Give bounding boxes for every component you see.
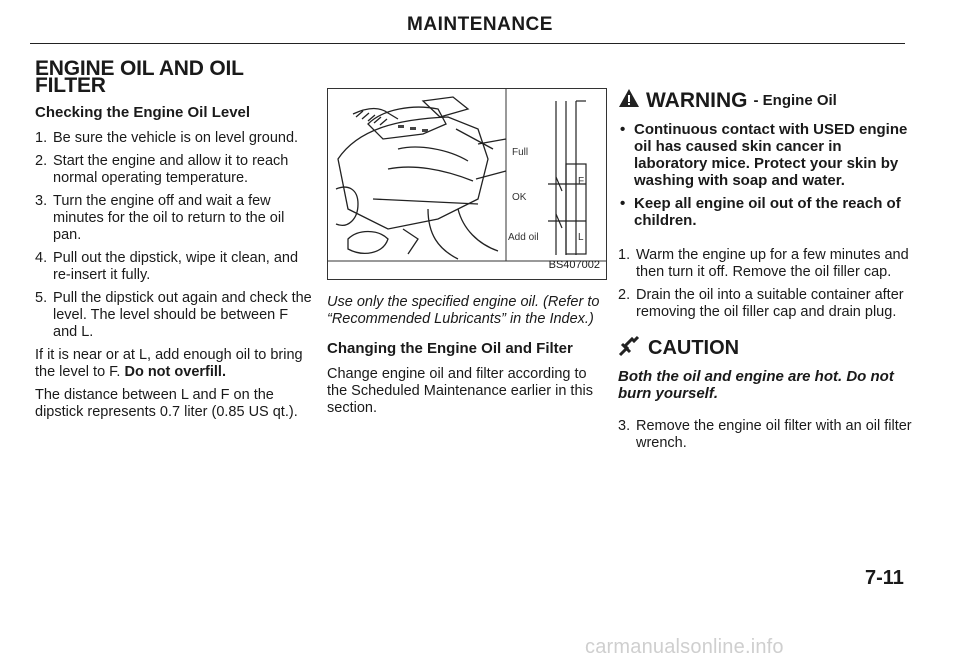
- label-ok: OK: [512, 192, 527, 203]
- warning-suffix: - Engine Oil: [753, 92, 837, 109]
- list-item: 1. Warm the engine up for a few minutes and then turn it off. Remove the oil filler cap.: [618, 247, 909, 280]
- list-item: 4. Pull out the dipstick, wipe it clean, and re-insert it fully.: [35, 250, 299, 283]
- warning-word: WARNING: [646, 89, 748, 112]
- engine-illustration: [328, 89, 606, 279]
- header-rule: [30, 43, 905, 44]
- caution-text: Both the oil and engine are hot. Do not burn yourself.: [618, 368, 894, 402]
- list-item: • Keep all engine oil out of the reach of children.: [618, 195, 913, 229]
- subhead-changing: Changing the Engine Oil and Filter: [327, 340, 573, 357]
- oil-note: Use only the specified engine oil. (Refer to “Recommended Lubricants” in the Index.): [327, 294, 600, 327]
- warning-triangle-icon: [618, 88, 640, 113]
- caution-hand-icon: [618, 335, 640, 362]
- changing-steps-a: [618, 247, 913, 321]
- overfill-emphasis: Do not overfill.: [124, 364, 226, 380]
- section-title: ENGINE OIL AND OIL FILTER: [35, 57, 244, 97]
- mark-f: F: [578, 176, 585, 187]
- right-column: [618, 88, 913, 458]
- left-column: [35, 57, 315, 427]
- figure-code: BS407002: [548, 259, 600, 271]
- list-item: 2. Start the engine and allow it to reach normal operating temperature.: [35, 153, 289, 186]
- warning-header: [618, 88, 913, 113]
- label-add-oil: Add oil: [508, 232, 539, 243]
- subhead-checking: Checking the Engine Oil Level: [35, 104, 251, 121]
- list-item: 1. Be sure the vehicle is on level ground.: [35, 130, 299, 146]
- list-item: 3. Remove the engine oil filter with an oil filter wrench.: [618, 418, 912, 451]
- list-item: 5. Pull the dipstick out again and check the level. The level should be between F and L.: [35, 290, 312, 340]
- checking-steps: [35, 130, 315, 341]
- overfill-paragraph: If it is near or at L, add enough oil to bring the level to F. Do not overfill.: [35, 347, 303, 380]
- dipstick-figure: [327, 88, 607, 280]
- watermark: carmanualsonline.info: [585, 636, 784, 658]
- caution-word: CAUTION: [648, 337, 740, 359]
- list-item: 2. Drain the oil into a suitable container after removing the oil filler cap and drain plug.: [618, 287, 904, 320]
- mark-l: L: [578, 232, 584, 243]
- caution-header: [618, 335, 913, 362]
- list-item: 3. Turn the engine off and wait a few minutes for the oil to return to the oil pan.: [35, 193, 285, 243]
- changing-steps-b: [618, 418, 913, 452]
- dipstick-distance-paragraph: The distance between L and F on the dipstick represents 0.7 liter (0.85 US qt.).: [35, 387, 298, 420]
- page-number: 7-11: [865, 567, 904, 589]
- middle-column: [327, 88, 607, 423]
- changing-paragraph: Change engine oil and filter according to the Scheduled Maintenance earlier in this section.: [327, 366, 593, 416]
- list-item: • Continuous contact with USED engine oil has caused skin cancer in laboratory mice. Protect your skin by washing with soap and water.: [618, 121, 913, 189]
- warning-bullets: [618, 121, 913, 229]
- page-header: MAINTENANCE: [407, 14, 553, 35]
- label-full: Full: [512, 147, 529, 158]
